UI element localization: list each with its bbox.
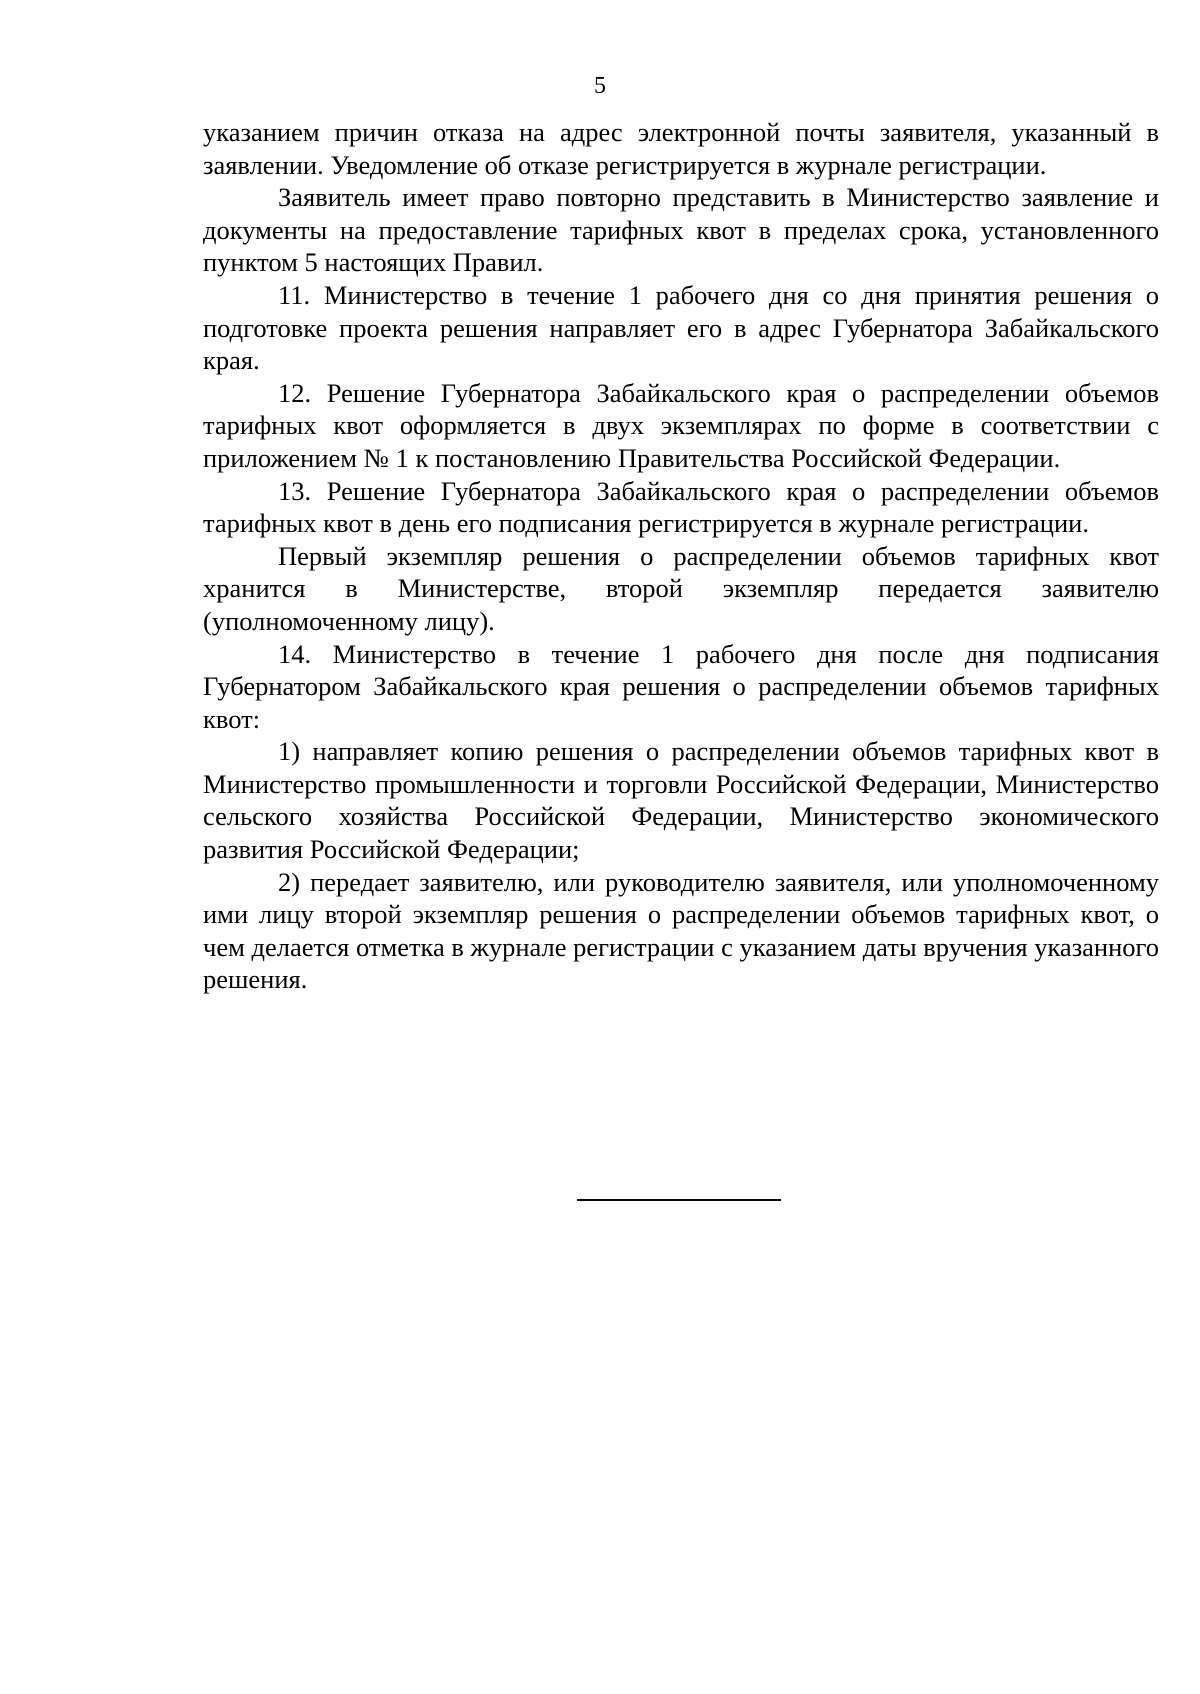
paragraph-item-11: 11. Министерство в течение 1 рабочего дня со дня принятия решения о подготовке проекта решения направляет его в адрес Губернатора Забайкальского края. <box>203 279 1159 376</box>
page-number: 5 <box>594 73 606 99</box>
paragraph-item-12: 12. Решение Губернатора Забайкальского края о распределении объемов тарифных квот оформляется в двух экземплярах по форме в соответствии с приложением № 1 к постановлению Правительства Российской Федерации. <box>203 377 1159 473</box>
paragraph-first-copy-storage: Первый экземпляр решения о распределении объемов тарифных квот хранится в Министерстве, второй экземпляр передается заявителю (уполномоченному лицу). <box>203 540 1159 636</box>
paragraph-item-14: 14. Министерство в течение 1 рабочего дня после дня подписания Губернатором Забайкальского края решения о распределении объемов тарифных квот: <box>203 638 1159 734</box>
end-of-document-rule <box>577 1199 781 1201</box>
paragraph-subitem-1: 1) направляет копию решения о распределении объемов тарифных квот в Министерство промышленности и торговли Российской Федерации, Министерство сельского хозяйства Российской Федерации, Министерство экономического развития Российской Федерации; <box>203 736 1159 865</box>
paragraph-item-13: 13. Решение Губернатора Забайкальского края о распределении объемов тарифных квот в день его подписания регистрируется в журнале регистрации. <box>203 475 1159 539</box>
paragraph-resubmission-right: Заявитель имеет право повторно представить в Министерство заявление и документы на предоставление тарифных квот в пределах срока, установленного пунктом 5 настоящих Правил. <box>203 182 1159 278</box>
paragraph-subitem-2: 2) передает заявителю, или руководителю заявителя, или уполномоченному ими лицу второй экземпляр решения о распределении объемов тарифных квот, о чем делается отметка в журнале регистрации с указанием даты вручения указанного решения. <box>203 866 1159 995</box>
paragraph-refusal-notice-continuation: указанием причин отказа на адрес электронной почты заявителя, указанный в заявлении. Уведомление об отказе регистрируется в журнале регистрации. <box>203 117 1159 180</box>
document-body <box>203 116 1159 996</box>
